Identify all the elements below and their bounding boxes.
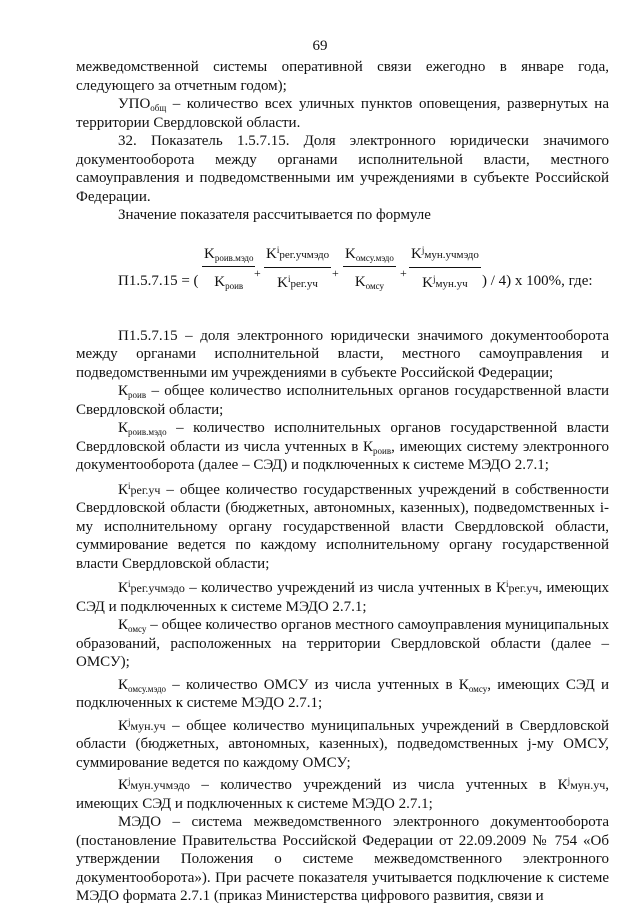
definition-k-omsu-medo: $К_{омсу.мэдо}$ – количество ОМСУ из числа учтенных в $К_{омсу}$, имеющих СЭД и подключенных к системе МЭДО 2.7.1; — [76, 676, 609, 711]
paragraph-indicator-heading: 32. Показатель 1.5.7.15. Доля электронного юридически значимого документооборота между органами исполнительной власти, местного самоуправления и подведомственными им учреждениями в субъекте Российской Федерации. — [76, 133, 609, 205]
formula-fraction-4-numerator: $K^jмун.учмэдо$ — [409, 245, 481, 269]
formula-fraction-4 — [409, 245, 481, 294]
paragraph-continuation: межведомственной системы оперативной связи ежегодно в январе года, следующего за отчетным годом); — [76, 59, 609, 94]
formula-fraction-1-denominator: $K_{роив}$ — [214, 274, 244, 291]
page-body — [76, 58, 609, 906]
formula-lhs: П1.5.7.15 = ( — [118, 272, 199, 289]
formula-plus-1: + — [254, 265, 261, 280]
definition-k-roiv-medo: $К_{роив.мэдо}$ – количество исполнительных органов государственной власти Свердловской области из числа учтенных в $К_{роив}$, имеющих систему электронного документооборота (далее – СЭД) и подключенных к системе МЭДО 2.7.1; — [76, 420, 609, 473]
page-number: 69 — [312, 38, 328, 54]
paragraph-upo-definition — [76, 95, 609, 132]
definition-k-reg-uch-medo: $К^iрег.учмэдо$ – количество учреждений из числа учтенных в $К^iрег.уч$, имеющих СЭД и подключенных к системе МЭДО 2.7.1; — [76, 579, 609, 615]
paragraph-formula-intro: Значение показателя рассчитывается по формуле — [118, 207, 431, 223]
definition-k-roiv: $К_{роив}$ – общее количество исполнительных органов государственной власти Свердловской области; — [76, 383, 609, 418]
formula-fraction-3 — [343, 245, 396, 292]
symbol-upo-subscript: общ — [150, 103, 167, 113]
formula-rhs: ) / 4) х 100%, где: — [482, 272, 593, 289]
formula-fraction-4-denominator: $K^jмун.уч$ — [422, 274, 468, 291]
formula-fraction-1-numerator: $K_{роив.мэдо}$ — [202, 245, 255, 268]
formula-fraction-1 — [202, 245, 255, 292]
definition-k-mun-uch-medo: $К^jмун.учмэдо$ – количество учреждений из числа учтенных в $К^jмун.уч$, имеющих СЭД и подключенных к системе МЭДО 2.7.1; — [76, 776, 609, 812]
formula-fraction-2-denominator: $K^iрег.уч$ — [277, 274, 318, 291]
formula-block — [76, 233, 609, 325]
definition-k-omsu: $К_{омсу}$ – общее количество органов местного самоуправления муниципальных образований, расположенных на территории Свердловской области (далее – ОМСУ); — [76, 617, 609, 670]
formula-fraction-2 — [264, 245, 331, 294]
formula-fraction-3-denominator: $K_{омсу}$ — [354, 274, 385, 291]
formula-plus-3: + — [400, 265, 407, 280]
definition-medo: МЭДО – система межведомственного электронного документооборота (постановление Правительства Российской Федерации от 22.09.2009 № 754 «Об утверждении Положения о системе межведомственного электронного документооборота»). При расчете показателя учитывается подключение к системе МЭДО формата 2.7.1 (приказ Министерства цифрового развития, связи и — [76, 814, 609, 904]
formula-fraction-3-numerator: $K_{омсу.мэдо}$ — [343, 245, 396, 268]
upo-definition-text: – количество всех уличных пунктов оповещения, развернутых на территории Свердловской области. — [76, 96, 609, 131]
definition-k-mun-uch: $К^jмун.уч$ – общее количество муниципальных учреждений в Свердловской области (бюджетных, автономных, казенных), подведомственных j-му ОМСУ, суммирование ведется по каждому ОМСУ; — [76, 716, 609, 771]
formula-plus-2: + — [332, 265, 339, 280]
definition-indicator: П1.5.7.15 – доля электронного юридически значимого документооборота между органами исполнительной власти, местного самоуправления и подведомственными им учреждениями в субъекте Российской Федерации; — [76, 327, 609, 381]
symbol-upo: УПО — [118, 96, 151, 112]
formula-fraction-2-numerator: $K^iрег.учмэдо$ — [264, 245, 331, 269]
definition-k-reg-uch: $К^iрег.уч$ – общее количество государственных учреждений в собственности Свердловской области (бюджетных, автономных, казенных), подведомственных i-му исполнительному органу государственной власти Свердловской области, суммирование ведется по каждому исполнительному органу государственной власти Свердловской области; — [76, 480, 609, 572]
